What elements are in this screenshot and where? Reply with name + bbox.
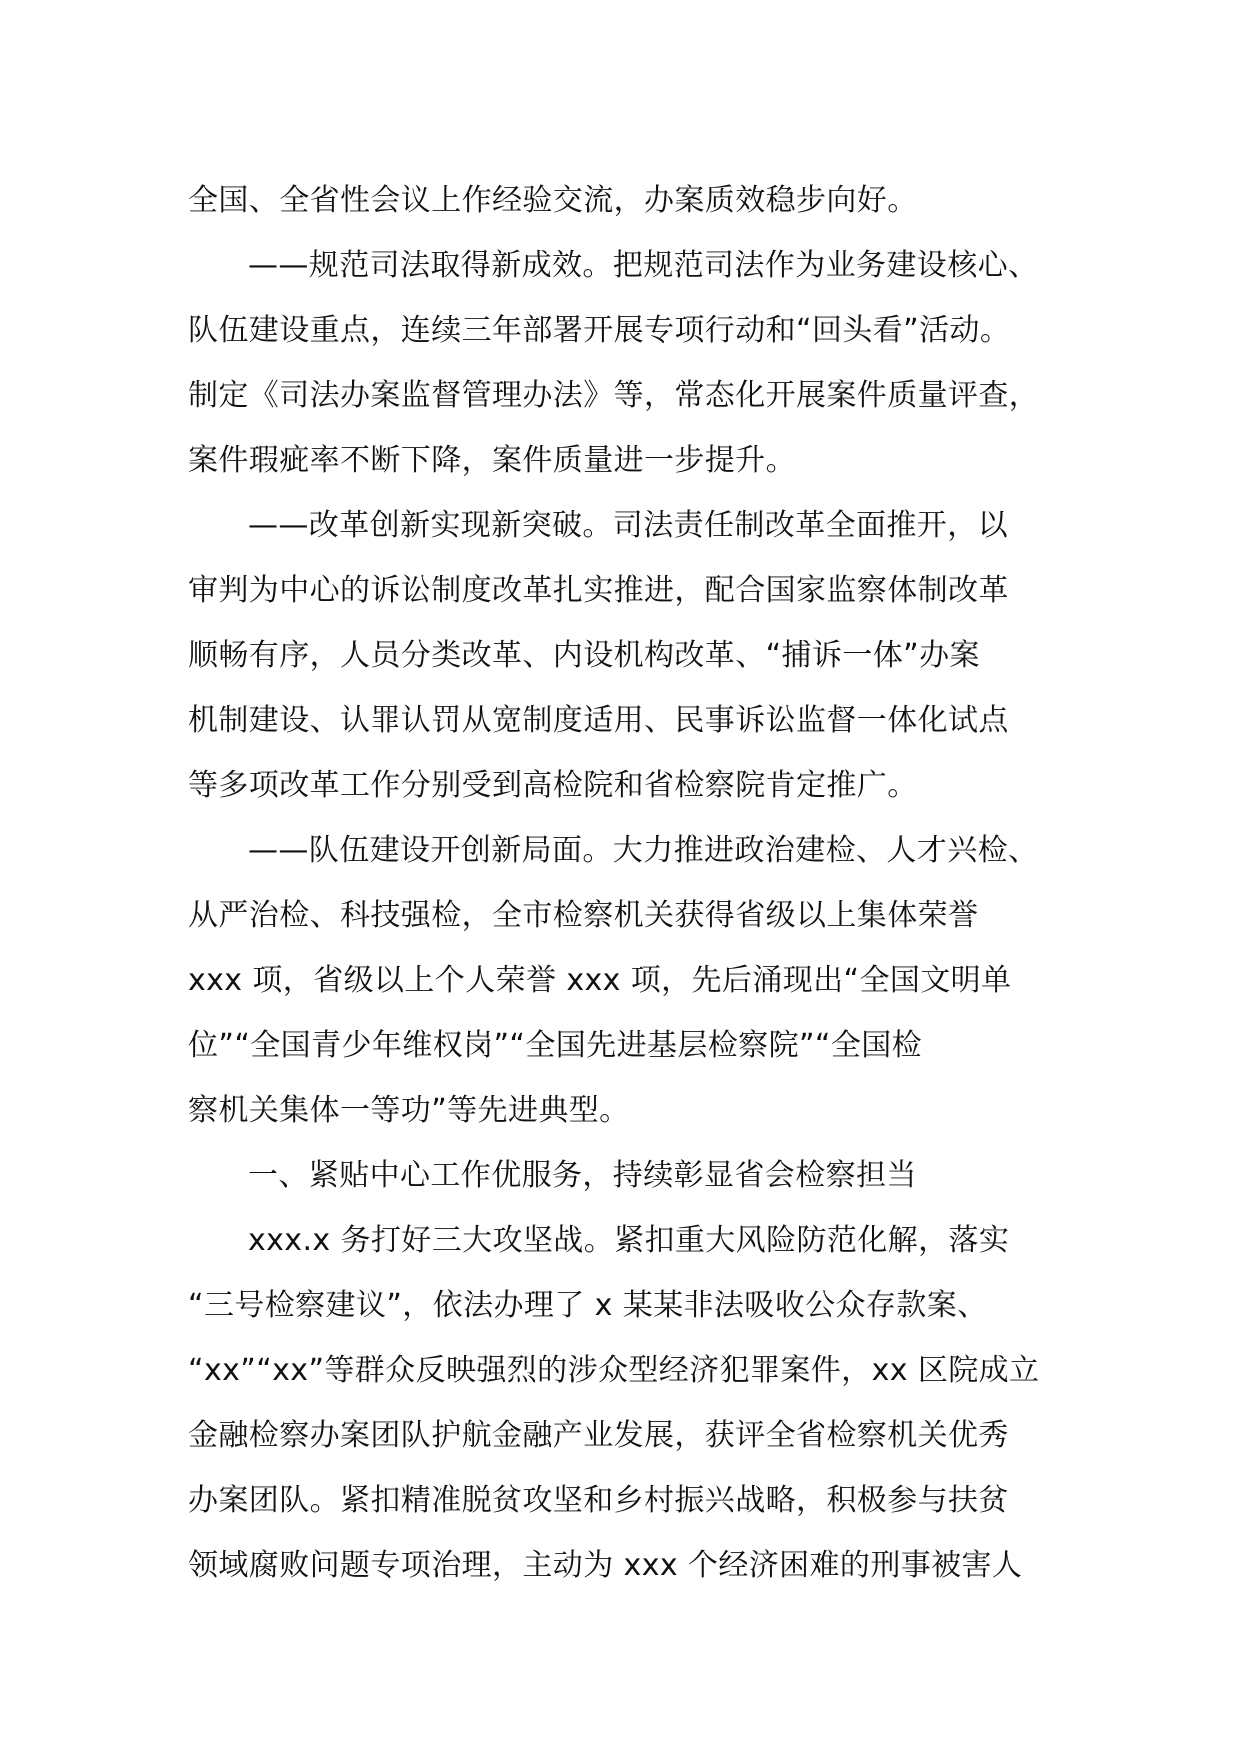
text-line: ——改革创新实现新突破。司法责任制改革全面推开，以 — [248, 508, 1008, 543]
text-line: ——规范司法取得新成效。把规范司法作为业务建设核心、 — [248, 248, 1039, 283]
text-line: 办案团队。紧扣精准脱贫攻坚和乡村振兴战略，积极参与扶贫 — [188, 1483, 1009, 1518]
text-line: 全国、全省性会议上作经验交流，办案质效稳步向好。 — [188, 183, 918, 218]
text-line: 制定《司法办案监督管理办法》等，常态化开展案件质量评查， — [188, 378, 1040, 413]
text-line: ——队伍建设开创新局面。大力推进政治建检、人才兴检、 — [248, 833, 1039, 868]
text-line: 察机关集体一等功”等先进典型。 — [188, 1093, 630, 1128]
text-line: 金融检察办案团队护航金融产业发展，获评全省检察机关优秀 — [188, 1418, 1009, 1453]
text-line: 顺畅有序，人员分类改革、内设机构改革、“捕诉一体”办案 — [188, 638, 980, 673]
text-line: xxx 项，省级以上个人荣誉 xxx 项，先后涌现出“全国文明单 — [188, 963, 1012, 998]
text-line: 案件瑕疵率不断下降，案件质量进一步提升。 — [188, 443, 796, 478]
text-line: 位”“全国青少年维权岗”“全国先进基层检察院”“全国检 — [188, 1028, 923, 1063]
document-body — [188, 168, 1088, 1598]
section-heading: 一、紧贴中心工作优服务，持续彰显省会检察担当 — [248, 1158, 917, 1193]
text-line: xxx.x 务打好三大攻坚战。紧扣重大风险防范化解，落实 — [248, 1223, 1010, 1258]
text-line: “xx”“xx”等群众反映强烈的涉众型经济犯罪案件，xx 区院成立 — [188, 1353, 1040, 1388]
text-line: 领域腐败问题专项治理，主动为 xxx 个经济困难的刑事被害人 — [188, 1548, 1023, 1583]
text-line: “三号检察建议”，依法办理了 x 某某非法吸收公众存款案、 — [188, 1288, 988, 1323]
text-line: 从严治检、科技强检，全市检察机关获得省级以上集体荣誉 — [188, 898, 979, 933]
text-line: 审判为中心的诉讼制度改革扎实推进，配合国家监察体制改革 — [188, 573, 1009, 608]
text-line: 队伍建设重点，连续三年部署开展专项行动和“回头看”活动。 — [188, 313, 1011, 348]
text-line: 等多项改革工作分别受到高检院和省检察院肯定推广。 — [188, 768, 918, 803]
text-line: 机制建设、认罪认罚从宽制度适用、民事诉讼监督一体化试点 — [188, 703, 1009, 738]
